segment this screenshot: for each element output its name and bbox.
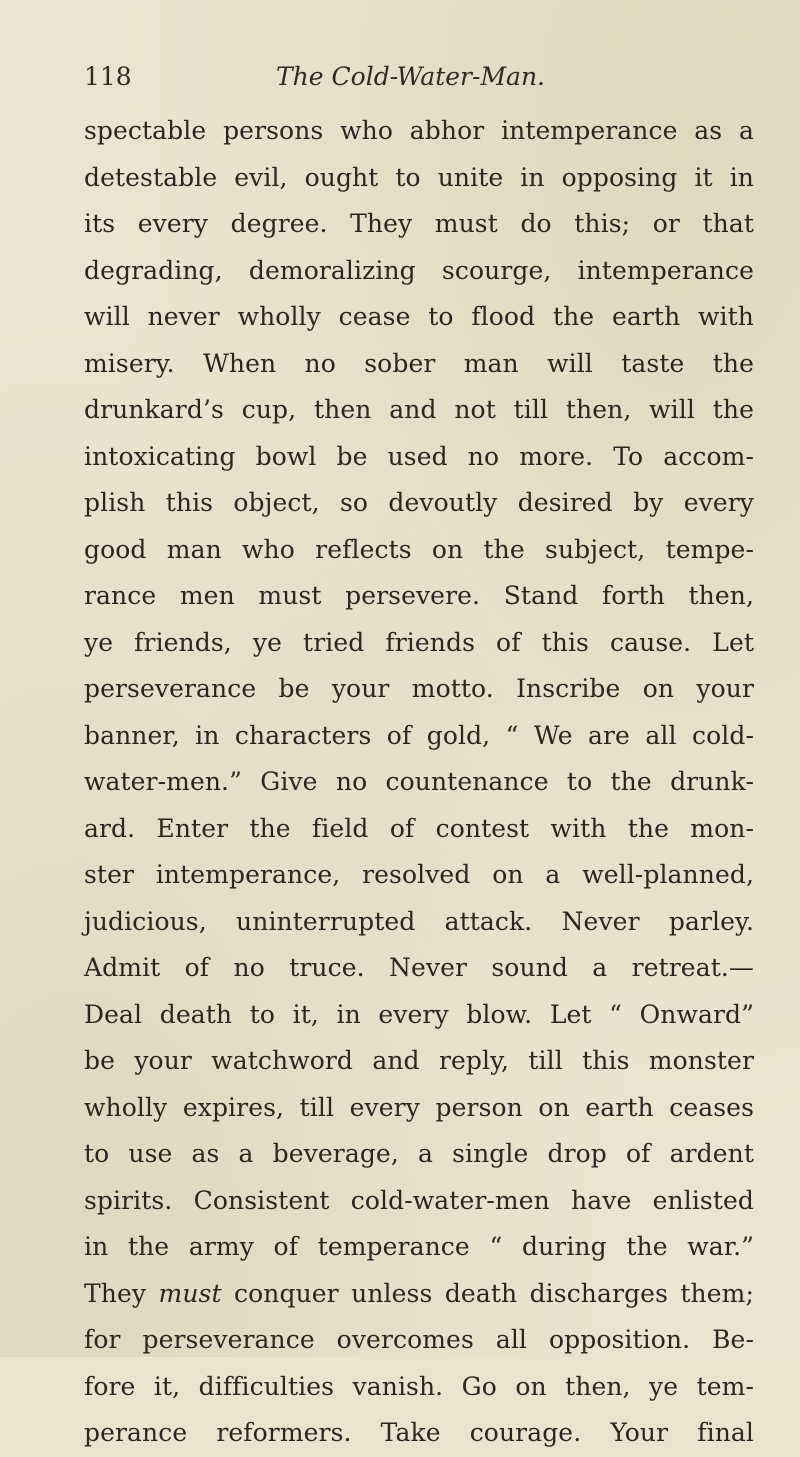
text-line: drunkard’s cup, then and not till then, will the — [84, 395, 754, 424]
page-header — [84, 62, 764, 102]
text-line: in the army of temperance “ during the war.” — [84, 1232, 754, 1261]
emphasized-word: must — [158, 1278, 222, 1308]
text-line: spirits. Consistent cold-water-men have enlisted — [84, 1185, 754, 1215]
text-line: for perseverance overcomes all opposition. Be- — [84, 1325, 754, 1354]
text-line: banner, in characters of gold, “ We are all cold- — [84, 720, 754, 750]
text-line: Deal death to it, in every blow. Let “ Onward” — [84, 999, 754, 1029]
line-segment: They — [84, 1278, 159, 1308]
text-line: its every degree. They must do this; or that — [84, 209, 754, 238]
text-line-with-emphasis — [84, 1271, 754, 1318]
text-line: perance reformers. Take courage. Your final — [84, 1418, 754, 1447]
text-line: water-men.” Give no countenance to the drunk- — [84, 767, 754, 796]
text-line: plish this object, so devoutly desired by every — [84, 488, 754, 517]
text-line: ye friends, ye tried friends of this cause. Let — [84, 627, 754, 657]
line-segment: conquer unless death discharges them; — [221, 1278, 754, 1308]
text-line: will never wholly cease to flood the earth with — [84, 302, 754, 331]
text-line: perseverance be your motto. Inscribe on your — [84, 674, 754, 703]
text-line: fore it, difficulties vanish. Go on then, ye tem- — [84, 1371, 754, 1401]
text-line: judicious, uninterrupted attack. Never parley. — [84, 906, 754, 936]
text-line: intoxicating bowl be used no more. To accom- — [84, 441, 754, 471]
text-line: spectable persons who abhor intemperance as a — [84, 116, 754, 145]
text-line: wholly expires, till every person on earth ceases — [84, 1092, 754, 1122]
text-line: good man who reflects on the subject, tempe- — [84, 534, 754, 564]
text-line: Admit of no truce. Never sound a retreat.— — [84, 953, 754, 982]
running-title: The Cold-Water-Man. — [276, 62, 545, 91]
text-line: be your watchword and reply, till this monster — [84, 1046, 754, 1075]
text-line: detestable evil, ought to unite in opposing it in — [84, 162, 754, 192]
text-line: degrading, demoralizing scourge, intemperance — [84, 255, 754, 285]
text-line: rance men must persevere. Stand forth then, — [84, 581, 754, 610]
text-line: ster intemperance, resolved on a well-planned, — [84, 860, 754, 889]
text-line: ard. Enter the field of contest with the mon- — [84, 813, 754, 843]
body-text — [84, 108, 754, 1457]
text-line: misery. When no sober man will taste the — [84, 348, 754, 378]
text-line: to use as a beverage, a single drop of ardent — [84, 1139, 754, 1168]
page-number: 118 — [84, 62, 132, 91]
